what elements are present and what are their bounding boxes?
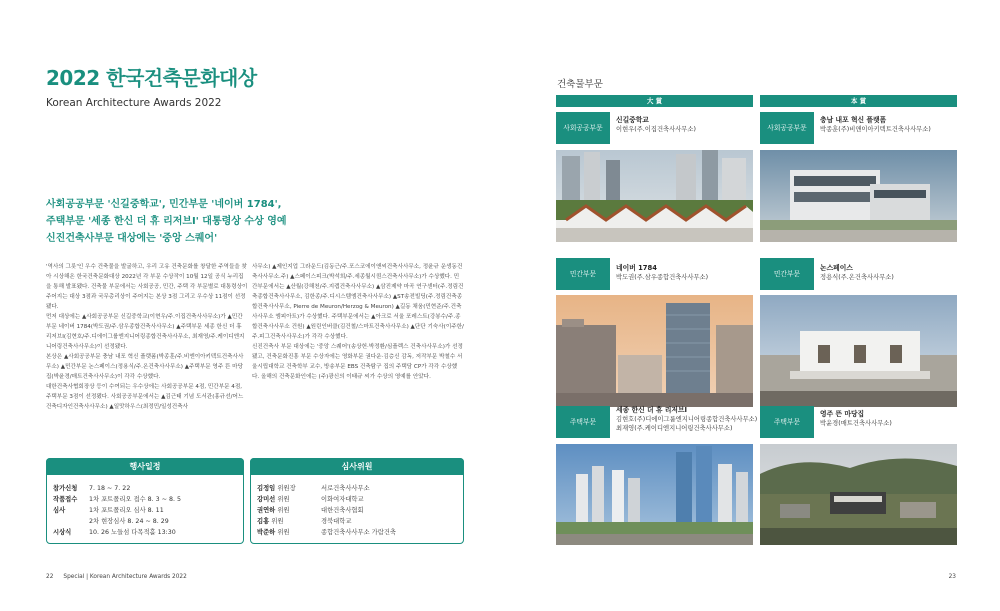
- page-subtitle: Korean Architecture Awards 2022: [46, 97, 222, 109]
- building-name: 충남 내포 혁신 플랫폼: [820, 116, 887, 124]
- headline-line: 신진건축사부문 대상에는 '중앙 스퀘어': [46, 233, 218, 244]
- jury-org: 이화여자대학교: [321, 496, 364, 503]
- schedule-box: [46, 458, 244, 544]
- jury-role: 위원: [277, 496, 290, 503]
- category-badge: 사회공공부문: [760, 112, 814, 144]
- architect: 김현호(주)디에이그룹엔지니어링종합건축사사무소): [616, 416, 758, 423]
- building-name: 세종 한신 더 휴 리저브Ⅰ: [616, 406, 688, 414]
- building-photo: [760, 295, 957, 407]
- jury-org: 서로건축사사무소: [321, 485, 370, 492]
- body-column-2: [252, 262, 464, 382]
- jury-box: [250, 458, 464, 544]
- architect: 최재영(주.케이디엔지니어링건축사사무소): [616, 425, 733, 432]
- schedule-key: 참가신청: [53, 485, 78, 492]
- schedule-key: 작품접수: [53, 496, 78, 503]
- architect: 박윤경(매트건축사사무소): [820, 420, 892, 427]
- jury-name: 김홍: [257, 518, 270, 525]
- page-number: 22: [46, 574, 54, 580]
- jury-org: 경북대학교: [321, 518, 352, 525]
- page-number: 23: [948, 574, 956, 580]
- body-paragraph: 신진건축사 부문 대상에는 '중앙 스퀘어'(송상헌·박정환/심플렉스 건축사사무소)가 선정됐고, 건축문화진흥 부문 수상자에는 영화부문 권다운·김층신 감독, 저작부문 박철수 서울시립대학교 건축학부 교수, 방송부문 EBS 건축탐구 집의 주택담 CP가 각각 수상했다. 올해의 건축문화인에는 (주)광신의 이태규 씨가 수상의 영예를 안았다.: [252, 344, 463, 380]
- building-photo: [556, 150, 753, 242]
- architect: 정용식(주.온건축사사무소): [820, 274, 894, 281]
- building-name: 영주 뜬 마당집: [820, 410, 865, 418]
- schedule-key: 시상식: [53, 529, 72, 536]
- category-badge: 민간부문: [556, 258, 610, 290]
- running-title: Special | Korean Architecture Awards 2022: [63, 574, 187, 580]
- jury-row: [257, 505, 396, 516]
- jury-name: 김정임: [257, 485, 276, 492]
- schedule-value: 1차 포트폴리오 접수 8. 3 ~ 8. 5: [89, 496, 181, 503]
- jury-row: [257, 516, 396, 527]
- building-name: 신길중학교: [616, 116, 649, 124]
- building-photo: [760, 150, 957, 242]
- jury-role: 위원: [277, 529, 290, 536]
- category-badge: 주택부문: [760, 406, 814, 438]
- jury-row: [257, 483, 396, 494]
- schedule-row: [53, 527, 181, 538]
- schedule-value: 10. 26 노들섬 다목적홀 13:30: [89, 529, 176, 536]
- schedule-row: [53, 483, 181, 494]
- jury-org: 대한건축사협회: [321, 507, 364, 514]
- jury-role: 위원장: [277, 485, 296, 492]
- building-photo: [556, 295, 753, 407]
- category-badge: 사회공공부문: [556, 112, 610, 144]
- jury-name: 권연하: [257, 507, 276, 514]
- schedule-value: 7. 18 ~ 7. 22: [89, 485, 131, 492]
- jury-row: [257, 494, 396, 505]
- architect: 박종훈(주)비앤이아키텍트건축사사무소): [820, 126, 931, 133]
- jury-row: [257, 527, 396, 538]
- schedule-value: 1차 포트폴리오 심사 8. 11: [89, 507, 164, 514]
- jury-name: 박준하: [257, 529, 276, 536]
- category-badge: 주택부문: [556, 406, 610, 438]
- architect: 박도권(주.삼우종합건축사사무소): [616, 274, 709, 281]
- headline-line: 사회공공부문 '신길중학교', 민간부문 '네이버 1784',: [46, 199, 282, 210]
- section-title: 건축물부문: [557, 79, 603, 90]
- architect: 이현우(주.이집건축사사무소): [616, 126, 696, 133]
- body-paragraph: 대한건축사협회장상 등이 수여되는 우수상에는 사회공공부문 4점, 민간부문 4점, 주택부문 3점이 선정됐다. 사회공공부문에서는 ▲김근태 기념 도서관(홍규선/어느건축디자인건축사사무소) ▲일맛하우스(최정민/일성건축사: [46, 384, 244, 410]
- right-page: [500, 0, 1000, 611]
- headline: [46, 196, 466, 247]
- body-paragraph: 본상은 ▲사회공공부문 충남 내포 혁신 플랫폼(박종훈/주.비엔이아키텍트건축사사무소) ▲민간부문 논스페이스(정용식/주.온건축사사무소) ▲주택부문 영주 뜬 마당집(박윤경/매트건축사사무소)이 각각 수상했다.: [46, 354, 244, 380]
- schedule-key: [53, 516, 89, 527]
- body-column-1: [46, 262, 248, 412]
- body-paragraph: 사무소) ▲제인지업 그라운드(김동근/주.포스코에이앤씨건축사사무소, 정윤규 운생동건축사사무소.주) ▲스페이스피크(박석희/주.세종월시퀀스건축사사무소)가 수상했다. 민간부문에서는 ▲산월(강해천/주.지캡건축사사무소) ▲삼진제약 마곡 연구센터(주.정림건축종합건축사사무소, 김한종/주.디시스템엠건축사사무소) ▲ST송전빌딩(주.정림건축종합건축사사무소, Pierre de Meuron/Herzog & Meuron) ▲길동 채움(민현준/주.건축사사무소 엠피아트)가 수상했다. 주택부문에서는 ▲아크로 서울 포레스트(강봉수/주.종합건축사사무소 건원) ▲원린인버클(김건철/스마트건축사사무소) ▲단단 기숙사(이주한/주.피그건축사사무소)가 각각 수상했다.: [252, 264, 464, 340]
- body-paragraph: '역사의 그릇'인 우수 건축물을 발굴하고, 우리 고유 건축문화를 창달한 주역들을 찾아 시상해온 한국건축문화대상 2022년 각 부문 수상작이 10월 12일 공식 누리집을 통해 발표됐다. 건축물 부문에서는 사회공공, 민간, 주택 각 부문별로 대통령상이 주어지는 대상 3점과 국무총리상이 주어지는 본상 3점 그리고 우수상 11점이 선정됐다.: [46, 264, 248, 310]
- building-photo: [556, 444, 753, 545]
- category-badge: 민간부문: [760, 258, 814, 290]
- footer-left: [46, 574, 187, 580]
- page-title: 2022 한국건축문화대상: [46, 66, 257, 90]
- schedule-key: 심사: [53, 507, 66, 514]
- schedule-row: [53, 516, 181, 527]
- jury-role: 위원: [271, 518, 284, 525]
- schedule-row: [53, 494, 181, 505]
- schedule-row: [53, 505, 181, 516]
- building-name: 논스페이스: [820, 264, 853, 272]
- main-prize-header: 本 賞: [760, 95, 957, 107]
- jury-name: 강미선: [257, 496, 276, 503]
- jury-title: 심사위원: [250, 458, 464, 475]
- grand-prize-header: 大 賞: [556, 95, 753, 107]
- jury-role: 위원: [277, 507, 290, 514]
- jury-org: 종합건축사사무소 가람건축: [321, 529, 396, 536]
- building-name: 네이버 1784: [616, 264, 657, 272]
- schedule-title: 행사일정: [46, 458, 244, 475]
- headline-line: 주택부문 '세종 한신 더 휴 리저브Ⅰ' 대통령상 수상 영예: [46, 216, 287, 227]
- schedule-value: 2차 현장심사 8. 24 ~ 8. 29: [89, 518, 169, 525]
- body-paragraph: 먼저 대상에는 ▲사회공공부문 신길중학교(이현우/주.이집건축사사무소)가 ▲민간부문 네이버 1784(박도권/주.삼우종합건축사사무소) ▲주택부문 세종 한신 더 휴 리저브Ⅰ(김현호/주.디에이그룹엔지니어링종합건축사사무소, 최재영/주.케이디엔지니어링건축사사무소)이 선정됐다.: [46, 314, 245, 350]
- building-photo: [760, 444, 957, 545]
